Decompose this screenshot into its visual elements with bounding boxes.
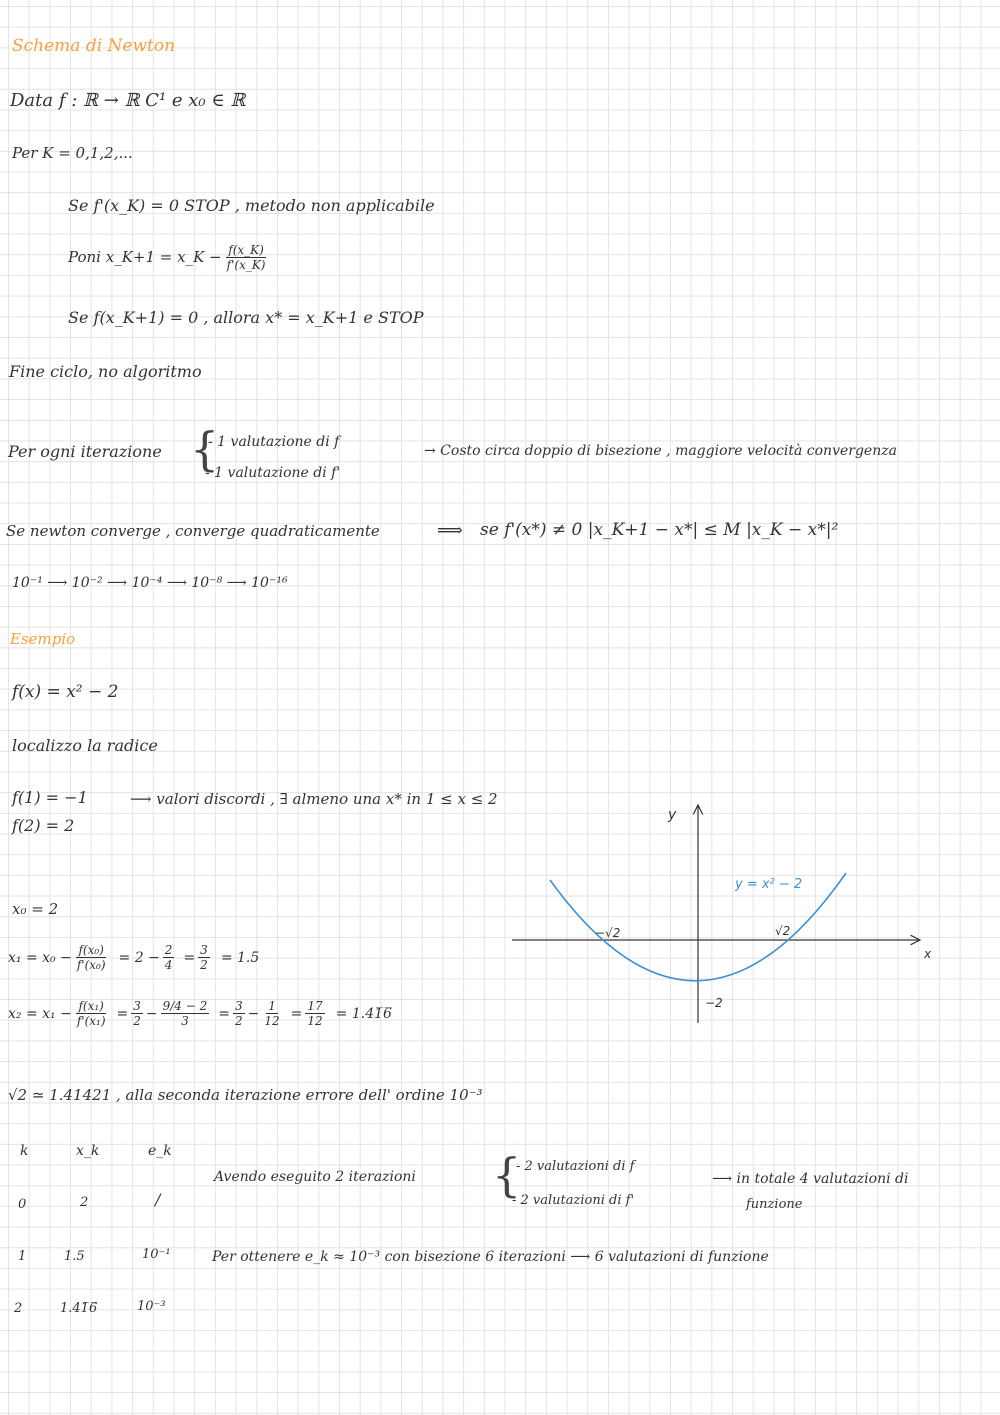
step-2-num: f(x_K) <box>228 243 264 257</box>
x2-fb-num: 9/4 − 2 <box>162 999 208 1013</box>
x2-eq-2: = <box>218 1005 230 1022</box>
parabola-graph <box>500 795 940 1030</box>
iterations-done-item-2: - 2 valutazioni di f' <box>512 1193 635 1208</box>
table-row-2-ek: 10⁻³ <box>137 1299 166 1314</box>
sqrt2-line: √2 ≃ 1.41421 , alla seconda iterazione errore dell' ordine 10⁻³ <box>8 1086 483 1104</box>
loop-line: Per K = 0,1,2,... <box>12 144 133 162</box>
cost-intro: Per ogni iterazione <box>8 442 162 461</box>
f-of-1: f(1) = −1 <box>12 788 88 807</box>
table-row-1-k: 1 <box>18 1249 27 1264</box>
table-row-2-k: 2 <box>14 1301 23 1316</box>
step-3: Se f(x_K+1) = 0 , allora x* = x_K+1 e STOP <box>68 308 424 327</box>
root-positive-label: √2 <box>775 924 791 938</box>
x2-fb-den: 3 <box>181 1014 189 1028</box>
x1-num: f(x₀) <box>78 943 104 957</box>
x2-fa-num: 3 <box>133 999 141 1013</box>
x2-num: f(x₁) <box>78 999 104 1013</box>
x2-fd-den: 12 <box>264 1014 280 1028</box>
x2-minus-2: − <box>247 1005 260 1022</box>
error-sequence: 10⁻¹ ⟶ 10⁻² ⟶ 10⁻⁴ ⟶ 10⁻⁸ ⟶ 10⁻¹⁶ <box>12 575 288 591</box>
x2-fa-den: 2 <box>133 1014 141 1028</box>
minimum-label: −2 <box>705 996 723 1010</box>
x1-f3-num: 3 <box>200 943 208 957</box>
x2-fe-den: 12 <box>307 1014 323 1028</box>
cost-note: → Costo circa doppio di bisezione , maggiore velocità convergenza <box>424 443 897 459</box>
x2-fraction-c <box>233 1000 245 1027</box>
x1-eq: = <box>183 949 196 966</box>
x2-fraction-a <box>131 1000 143 1027</box>
convergence-text: Se newton converge , converge quadraticamente <box>6 522 380 540</box>
x1-left: x₁ = x₀ − <box>8 949 72 966</box>
step-2-den: f'(x_K) <box>226 258 266 272</box>
iterations-done-item-1: - 2 valutazioni di f <box>516 1159 635 1174</box>
x2-result: = 1.41̅6̅ <box>335 1005 392 1022</box>
x2-fraction <box>75 1000 108 1027</box>
x1-mid: = 2 − <box>118 949 160 966</box>
table-header-ek: e_k <box>148 1143 172 1159</box>
x2-eq-3: = <box>290 1005 303 1022</box>
x2-den: f'(x₁) <box>76 1014 106 1028</box>
table-header-k: k <box>20 1143 29 1159</box>
x2-fraction-b <box>161 1000 210 1027</box>
x2-fd-num: 1 <box>268 999 276 1013</box>
cost-item-1: - 1 valutazione di f <box>208 434 340 450</box>
x-axis-label: x <box>924 947 932 961</box>
table-row-1-xk: 1.5 <box>64 1249 85 1264</box>
curve-label: y = x² − 2 <box>735 877 803 892</box>
x1-f3-den: 2 <box>200 958 208 972</box>
x2-fraction-e <box>305 1000 324 1027</box>
total-evaluations-note: ⟶ in totale 4 valutazioni di <box>712 1171 909 1187</box>
example-heading: Esempio <box>10 630 76 648</box>
step-2 <box>68 244 270 271</box>
x1-f2-den: 4 <box>164 958 173 972</box>
root-negative-label: −√2 <box>595 926 621 940</box>
end-loop: Fine ciclo, no algoritmo <box>9 362 202 381</box>
x2-line <box>8 1000 392 1027</box>
x1-fraction-2 <box>163 944 175 971</box>
cost-item-2: - 1 valutazione di f' <box>205 465 341 481</box>
step-2-fraction <box>225 244 268 271</box>
convergence-formula: se f'(x*) ≠ 0 |x_K+1 − x*| ≤ M |x_K − x*|² <box>480 520 839 540</box>
implies-arrow: ⟹ <box>437 520 463 541</box>
table-header-xk: x_k <box>76 1143 100 1159</box>
table-row-0-k: 0 <box>18 1197 27 1212</box>
x1-f2-num: 2 <box>164 943 173 957</box>
x0-line: x₀ = 2 <box>12 900 59 918</box>
iterations-done-brace: { <box>492 1148 522 1202</box>
table-row-1-ek: 10⁻¹ <box>142 1247 171 1262</box>
iterations-done-intro: Avendo eseguito 2 iterazioni <box>214 1169 416 1185</box>
x2-fraction-d <box>262 1000 281 1027</box>
localize-text: localizzo la radice <box>12 736 158 755</box>
function-definition: f(x) = x² − 2 <box>12 682 119 702</box>
y-axis-label: y <box>668 807 677 823</box>
table-row-2-xk: 1.41̅6̅ <box>60 1301 98 1316</box>
x1-result: = 1.5 <box>220 949 260 966</box>
cost-brace: { <box>190 422 220 476</box>
f-of-2: f(2) = 2 <box>12 816 75 835</box>
bisection-comparison: Per ottenere e_k ≈ 10⁻³ con bisezione 6 iterazioni ⟶ 6 valutazioni di funzione <box>212 1249 769 1265</box>
step-2-left: Poni x_K+1 = x_K − <box>68 248 222 266</box>
total-evaluations-note-2: funzione <box>746 1197 803 1212</box>
x1-line <box>8 944 259 971</box>
x2-eq-1: = <box>116 1005 129 1022</box>
x2-fc-num: 3 <box>235 999 243 1013</box>
x2-fc-den: 2 <box>235 1014 243 1028</box>
x2-minus: − <box>145 1005 158 1022</box>
page-title: Schema di Newton <box>12 36 176 56</box>
discord-note: ⟶ valori discordi , ∃ almeno una x* in 1 ≤ x ≤ 2 <box>130 790 498 808</box>
data-line: Data f : ℝ → ℝ C¹ e x₀ ∈ ℝ <box>10 90 246 111</box>
x2-left: x₂ = x₁ − <box>8 1005 72 1022</box>
x1-den: f'(x₀) <box>76 958 106 972</box>
x1-fraction <box>75 944 108 971</box>
table-row-0-ek: / <box>155 1190 161 1209</box>
x2-fe-num: 17 <box>307 999 323 1013</box>
step-1: Se f'(x_K) = 0 STOP , metodo non applicabile <box>68 196 435 215</box>
x1-fraction-3 <box>198 944 210 971</box>
table-row-0-xk: 2 <box>80 1195 89 1210</box>
